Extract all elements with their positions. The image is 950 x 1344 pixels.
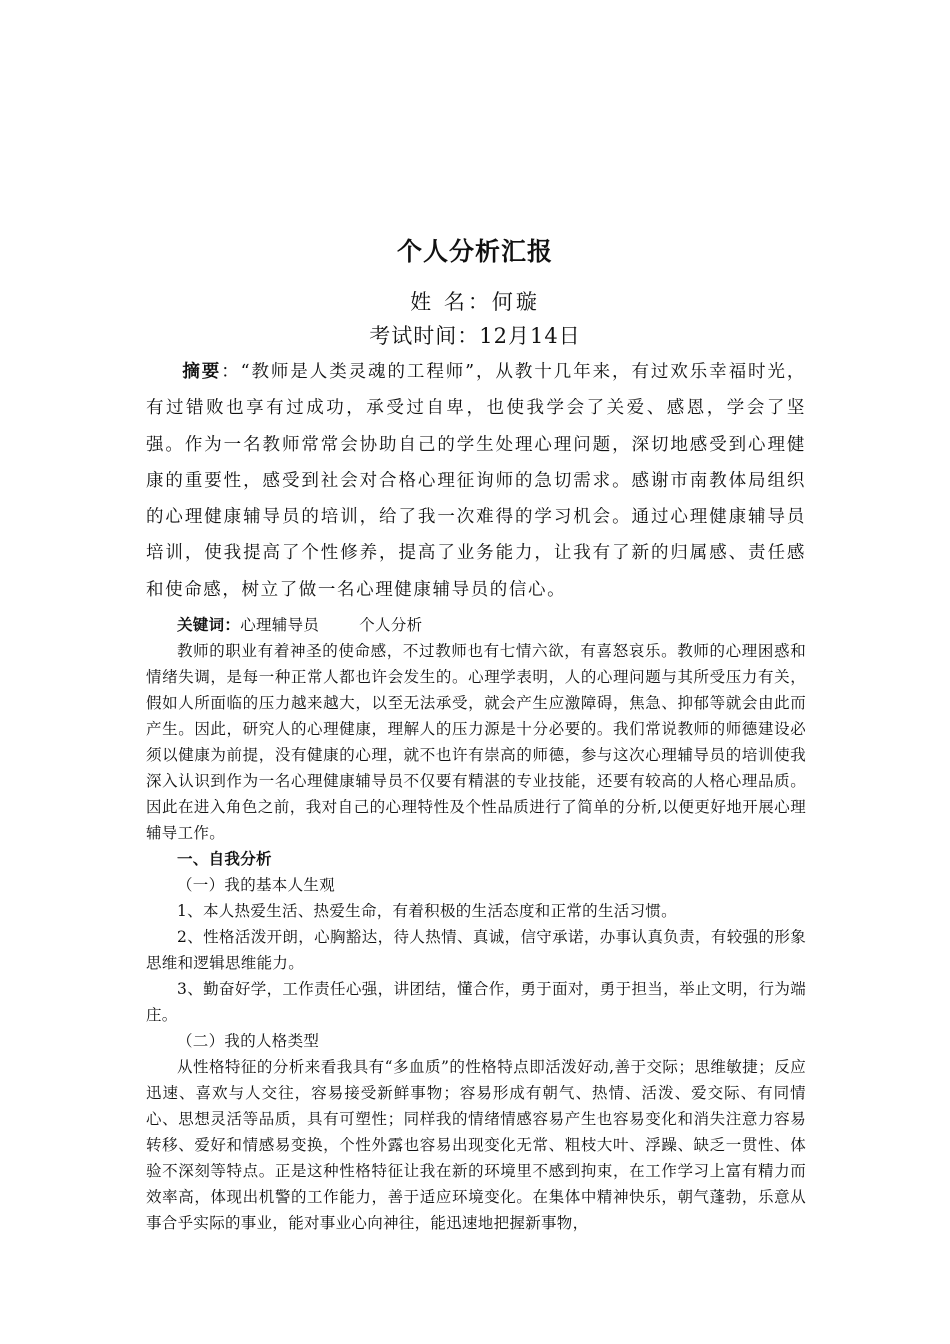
list-item-3: 3、勤奋好学，工作责任心强，讲团结，懂合作，勇于面对，勇于担当，举止文明，行为端庄。 (146, 980, 806, 1024)
subsection-heading-personality: （二）我的人格类型 (177, 1032, 320, 1050)
section-heading-self-analysis: 一、自我分析 (177, 850, 272, 868)
list-item-1: 1、本人热爱生活、热爱生命，有着积极的生活态度和正常的生活习惯。 (177, 902, 677, 920)
abstract-text: ：“教师是人类灵魂的工程师”，从教十几年来，有过欢乐幸福时光，有过错败也享有过成功，承受过自卑，也使我学会了关爱、感恩，学会了坚强。作为一名教师常常会协助自己的学生处理心理问题，深切地感受到心理健康的重要性，感受到社会对合格心理征询师的急切需求。感谢市南教体局组织的心理健康辅导员的培训，给了我一次难得的学习机会。通过心理健康辅导员培训，使我提高了个性修养，提高了业务能力，让我有了新的归属感、责任感和使命感，树立了做一名心理健康辅导员的信心。 (146, 362, 806, 600)
list-item-2: 2、性格活泼开朗，心胸豁达，待人热情、真诚，信守承诺，办事认真负责，有较强的形象思维和逻辑思维能力。 (146, 928, 806, 972)
keywords-label: 关键词： (177, 616, 241, 634)
intro-paragraph: 教师的职业有着神圣的使命感，不过教师也有七情六欲，有喜怒哀乐。教师的心理困惑和情绪失调，是每一种正常人都也许会发生的。心理学表明，人的心理问题与其所受压力有关，假如人所面临的压力越来越大，以至无法承受，就会产生应激障碍，焦急、抑郁等就会由此而产生。因此，研究人的心理健康，理解人的压力源是十分必要的。我们常说教师的师德建设必须以健康为前提，没有健康的心理，就不也许有崇高的师德，参与这次心理辅导员的培训使我深入认识到作为一名心理健康辅导员不仅要有精湛的专业技能，还要有较高的人格心理品质。因此在进入角色之前，我对自己的心理特性及个性品质进行了简单的分析,以便更好地开展心理辅导工作。 (146, 642, 806, 842)
keyword-item: 个人分析 (359, 616, 423, 634)
abstract-label: 摘要 (182, 362, 222, 382)
author-name-line: 姓 名：何璇 (410, 290, 540, 314)
body-text (146, 612, 806, 1236)
exam-date-line: 考试时间：12月14日 (369, 324, 581, 348)
keywords-line (146, 612, 806, 638)
document-title: 个人分析汇报 (396, 237, 553, 266)
keyword-item: 心理辅导员 (240, 616, 320, 634)
subsection-heading-outlook: （一）我的基本人生观 (177, 876, 336, 894)
personality-paragraph: 从性格特征的分析来看我具有“多血质”的性格特点即活泼好动,善于交际；思维敏捷；反应迅速、喜欢与人交往，容易接受新鲜事物；容易形成有朝气、热情、活泼、爱交际、有同情心、思想灵活等品质，具有可塑性；同样我的情绪情感容易产生也容易变化和消失注意力容易转移、爱好和情感易变换，个性外露也容易出现变化无常、粗枝大叶、浮躁、缺乏一贯性、体验不深刻等特点。正是这种性格特征让我在新的环境里不感到拘束，在工作学习上富有精力而效率高，体现出机警的工作能力，善于适应环境变化。在集体中精神快乐，朝气蓬勃，乐意从事合乎实际的事业，能对事业心向神往，能迅速地把握新事物， (146, 1058, 806, 1232)
abstract-paragraph (146, 354, 806, 608)
